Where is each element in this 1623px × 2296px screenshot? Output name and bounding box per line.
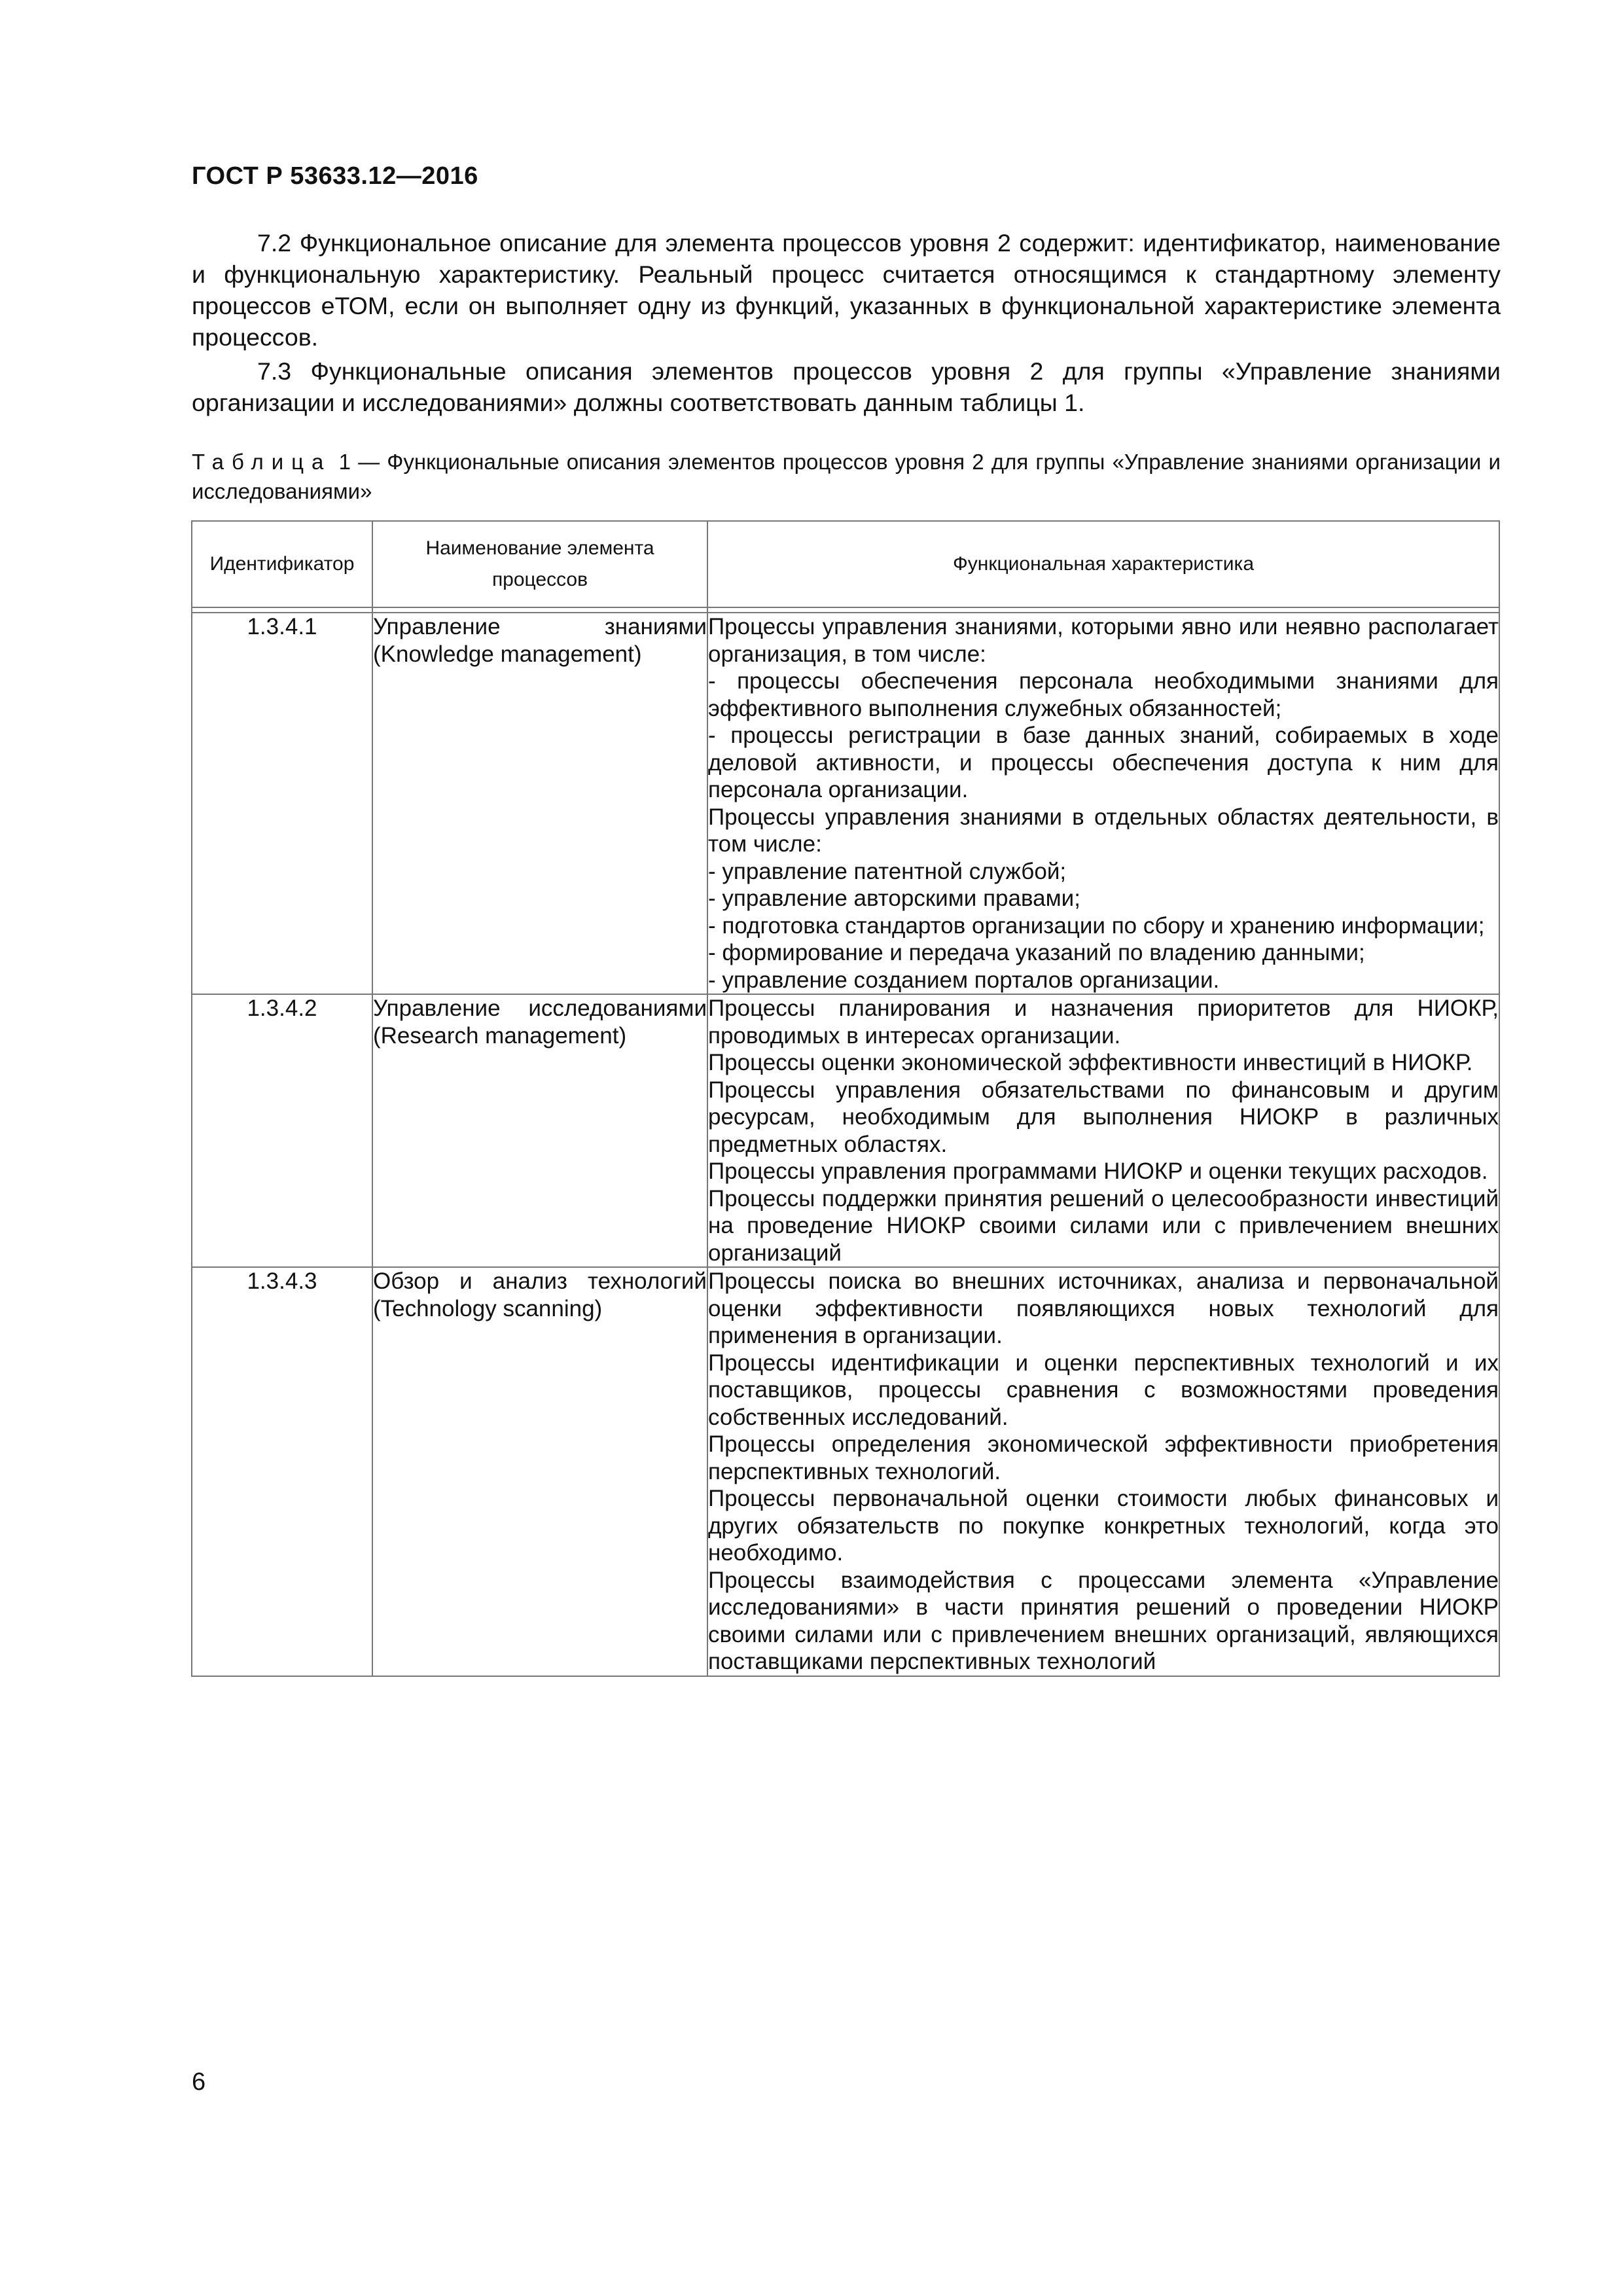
- func-line: - управление созданием порталов организации.: [708, 967, 1220, 993]
- func-line: - процессы обеспечения персонала необходимыми знаниями для эффективного выполнения служебных обязанностей;: [708, 668, 1499, 721]
- table-caption: [192, 447, 1501, 506]
- func-line: Процессы управления обязательствами по финансовым и другим ресурсам, необходимым для выполнения НИОКР в различных предметных областях.: [708, 1077, 1499, 1157]
- func-line: Процессы первоначальной оценки стоимости любых финансовых и других обязательств по покупке конкретных технологий, когда это необходимо.: [708, 1486, 1499, 1566]
- func-line: Процессы определения экономической эффективности приобретения перспективных технологий.: [708, 1431, 1499, 1484]
- document-header: ГОСТ Р 53633.12—2016: [192, 162, 478, 190]
- func-line: Процессы управления знаниями в отдельных областях деятельности, в том числе:: [708, 804, 1499, 857]
- row-identifier: 1.3.4.1: [192, 613, 372, 994]
- table-row: [192, 1267, 1499, 1676]
- header-functional-characteristic: Функциональная характеристика: [707, 521, 1499, 607]
- row-identifier: 1.3.4.3: [192, 1267, 372, 1676]
- func-line: Процессы оценки экономической эффективности инвестиций в НИОКР.: [708, 1050, 1473, 1075]
- table-caption-label: Таблица: [192, 450, 332, 474]
- header-identifier: Идентификатор: [192, 521, 372, 607]
- row-functional-characteristic: [707, 1267, 1499, 1676]
- table-row: [192, 994, 1499, 1267]
- header-separator: [192, 607, 1499, 613]
- func-line: - подготовка стандартов организации по сбору и хранению информации;: [708, 912, 1485, 939]
- func-line: - процессы регистрации в базе данных знаний, собираемых в ходе деловой активности, и процессы обеспечения доступа к ним для персонала организации.: [708, 723, 1499, 802]
- table-caption-text: 1 — Функциональные описания элементов процессов уровня 2 для группы «Управление знаниями организации и исследованиями»: [192, 450, 1501, 503]
- func-line: Процессы идентификации и оценки перспективных технологий и их поставщиков, процессы сравнения с возможностями проведения собственных исследований.: [708, 1350, 1499, 1430]
- func-line: - управление авторскими правами;: [708, 886, 1080, 911]
- row-identifier: 1.3.4.2: [192, 994, 372, 1267]
- func-line: Процессы взаимодействия с процессами элемента «Управление исследованиями» в части принятия решений о проведении НИОКР своими силами или с привлечением внешних организаций, являющихся поставщиками перспективных технологий: [708, 1567, 1499, 1674]
- func-line: Процессы управления знаниями, которыми явно или неявно располагает организация, в том числе:: [708, 614, 1499, 667]
- table-header-row: [192, 521, 1499, 607]
- row-element-name: Управление знаниями (Knowledge management): [372, 613, 707, 994]
- header-element-name: Наименование элемента процессов: [372, 521, 707, 607]
- func-line: Процессы планирования и назначения приоритетов для НИОКР, проводимых в интересах организации.: [708, 996, 1499, 1049]
- paragraph-7-2: 7.2 Функциональное описание для элемента процессов уровня 2 содержит: идентификатор, наименование и функциональную характеристику. Реальный процесс считается относящимся к стандартному элементу процессов еТОМ, если он выполняет одну из функций, указанных в функциональной характеристике элемента процессов.: [192, 229, 1501, 351]
- row-functional-characteristic: [707, 994, 1499, 1267]
- func-line: - управление патентной службой;: [708, 858, 1067, 884]
- page-number: 6: [192, 2068, 206, 2096]
- row-functional-characteristic: [707, 613, 1499, 994]
- func-line: Процессы поддержки принятия решений о целесообразности инвестиций на проведение НИОКР своими силами или с привлечением внешних организаций: [708, 1185, 1499, 1266]
- table-row: [192, 613, 1499, 994]
- row-element-name: Управление исследованиями (Research management): [372, 994, 707, 1267]
- func-line: Процессы поиска во внешних источниках, анализа и первоначальной оценки эффективности появляющихся новых технологий для применения в организации.: [708, 1268, 1499, 1348]
- function-table: [191, 520, 1500, 1677]
- func-line: - формирование и передача указаний по владению данными;: [708, 940, 1365, 965]
- func-line: Процессы управления программами НИОКР и оценки текущих расходов.: [708, 1158, 1488, 1184]
- row-element-name: Обзор и анализ технологий (Technology scanning): [372, 1267, 707, 1676]
- paragraph-7-3: 7.3 Функциональные описания элементов процессов уровня 2 для группы «Управление знаниями организации и исследованиями» должны соответствовать данным таблицы 1.: [192, 357, 1501, 416]
